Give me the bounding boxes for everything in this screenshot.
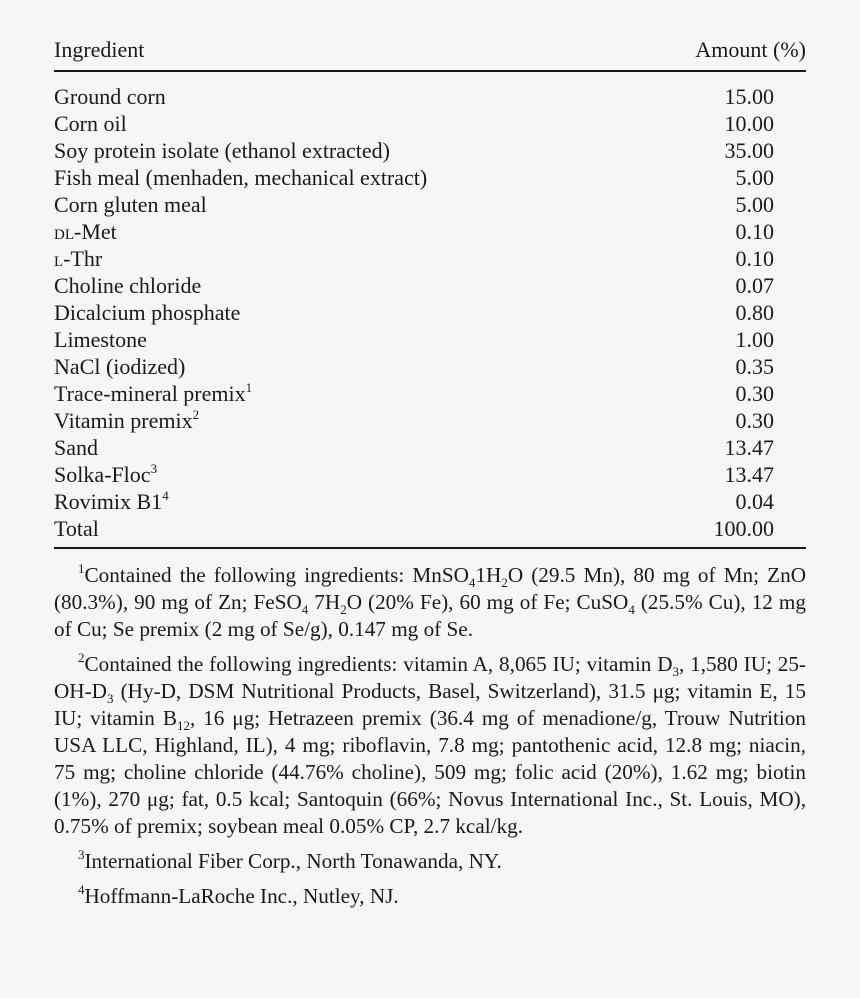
ingredient-name	[54, 380, 614, 407]
table-row	[54, 353, 774, 380]
table-row	[54, 218, 774, 245]
ingredient-name	[54, 488, 614, 515]
amount-value: 1.00	[735, 327, 774, 352]
footnote-text: 1H	[475, 563, 502, 587]
ingredient-name	[54, 515, 614, 542]
ingredient-label: Ground corn	[54, 84, 166, 109]
footnote-text: 7H	[308, 590, 341, 614]
amount-value: 0.10	[735, 246, 774, 271]
ingredient-name	[54, 218, 614, 245]
ingredient-name	[54, 434, 614, 461]
amount-value: 5.00	[735, 165, 774, 190]
footnote-text: Contained the following ingredients: vitamin A, 8,065 IU; vitamin D	[84, 652, 673, 676]
table-row	[54, 488, 774, 515]
ingredient-label: -Met	[74, 219, 117, 244]
amount-value: 0.04	[735, 489, 774, 514]
amount-value: 35.00	[724, 138, 774, 163]
table-row	[54, 461, 774, 488]
ingredient-name	[54, 326, 614, 353]
footnote-text: (25.5% Cu), 12 mg of Cu; Se premix (2 mg of Se/g), 0.147 mg of Se.	[54, 590, 806, 641]
ingredient-name	[54, 83, 614, 110]
isomer-prefix: dl	[54, 219, 74, 244]
ingredient-name	[54, 407, 614, 434]
ingredient-label: Total	[54, 516, 99, 541]
table-row	[54, 110, 774, 137]
ingredient-table	[54, 83, 774, 542]
amount-value: 15.00	[724, 84, 774, 109]
ingredient-label: Soy protein isolate (ethanol extracted)	[54, 138, 390, 163]
footnote-text: O (29.5 Mn), 80 mg of Mn; ZnO (80.3%), 90 mg of Zn; FeSO	[54, 563, 806, 614]
footnote-ref: 3	[150, 460, 158, 476]
table-row	[54, 245, 774, 272]
ingredient-name	[54, 272, 614, 299]
footnote-mark: 4	[78, 881, 85, 897]
footnote-mark: 1	[78, 560, 85, 576]
subscript: 2	[340, 602, 347, 618]
amount-value: 0.07	[735, 273, 774, 298]
amount-value: 13.47	[724, 435, 774, 460]
ingredient-label: Trace-mineral premix	[54, 381, 246, 406]
ingredient-label: Corn gluten meal	[54, 192, 207, 217]
amount-value: 0.30	[735, 408, 774, 433]
table-row	[54, 407, 774, 434]
ingredient-label: -Thr	[63, 246, 103, 271]
footnote-text: International Fiber Corp., North Tonawanda, NY.	[84, 849, 502, 873]
ingredient-label: Sand	[54, 435, 98, 460]
footnote-1	[54, 562, 806, 643]
table-row	[54, 515, 774, 542]
footnote-text: , 16 μg; Hetrazeen premix (36.4 mg of menadione/g, Trouw Nutrition USA LLC, Highland, IL), 4 mg; riboflavin, 7.8 mg; pantothenic acid, 12.8 mg; niacin, 75 mg; choline chloride (44.76% choline), 509 mg; folic acid (20%), 1.62 mg; biotin (1%), 270 μg; fat, 0.5 kcal; Santoquin (66%; Novus International Inc., St. Louis, MO), 0.75% of premix; soybean meal 0.05% CP, 2.7 kcal/kg.	[54, 706, 806, 838]
subscript: 4	[301, 602, 309, 618]
footnote-text: , 1,580 IU; 25-OH-D	[54, 652, 806, 703]
table-row	[54, 434, 774, 461]
footnote-4	[54, 883, 806, 910]
ingredient-label: Dicalcium phosphate	[54, 300, 241, 325]
bottom-rule	[54, 547, 806, 549]
table-row	[54, 83, 774, 110]
ingredient-name	[54, 164, 614, 191]
table-row	[54, 299, 774, 326]
footnotes	[54, 562, 806, 918]
table-row	[54, 272, 774, 299]
subscript: 4	[468, 575, 476, 591]
ingredient-label: Fish meal (menhaden, mechanical extract)	[54, 165, 428, 190]
ingredient-label: Choline chloride	[54, 273, 202, 298]
ingredient-name	[54, 245, 614, 272]
footnote-3	[54, 848, 806, 875]
top-rule	[54, 70, 806, 72]
amount-value: 10.00	[724, 111, 774, 136]
footnote-ref: 4	[162, 487, 169, 503]
subscript: 12	[176, 718, 190, 734]
header-ingredient: Ingredient	[54, 37, 145, 62]
amount-value: 13.47	[724, 462, 774, 487]
footnote-2	[54, 651, 806, 840]
ingredient-rows	[54, 83, 774, 542]
ingredient-name	[54, 110, 614, 137]
subscript: 3	[106, 691, 114, 707]
ingredient-label: Solka-Floc	[54, 462, 151, 487]
footnote-text: Hoffmann-LaRoche Inc., Nutley, NJ.	[84, 884, 399, 908]
table-row	[54, 137, 774, 164]
ingredient-name	[54, 137, 614, 164]
ingredient-name	[54, 299, 614, 326]
table-row	[54, 191, 774, 218]
amount-value: 100.00	[713, 516, 774, 541]
ingredient-name	[54, 461, 614, 488]
amount-value: 5.00	[735, 192, 774, 217]
ingredient-label: Limestone	[54, 327, 147, 352]
subscript: 3	[672, 664, 680, 680]
subscript: 4	[628, 602, 635, 618]
ingredient-label: Rovimix B1	[54, 489, 163, 514]
ingredient-label: Corn oil	[54, 111, 127, 136]
ingredient-name	[54, 191, 614, 218]
footnote-mark: 2	[78, 649, 85, 665]
amount-value: 0.35	[735, 354, 774, 379]
footnote-text: (Hy-D, DSM Nutritional Products, Basel, Switzerland), 31.5 μg; vitamin E, 15 IU; vitamin B	[54, 679, 806, 730]
ingredient-label: Vitamin premix	[54, 408, 193, 433]
subscript: 2	[501, 575, 508, 591]
footnote-text: Contained the following ingredients: MnSO	[84, 563, 469, 587]
table-row	[54, 326, 774, 353]
amount-value: 0.30	[735, 381, 774, 406]
header-amount: Amount (%)	[695, 37, 806, 62]
footnote-ref: 2	[192, 406, 200, 422]
footnote-text: O (20% Fe), 60 mg of Fe; CuSO	[346, 590, 629, 614]
ingredient-label: NaCl (iodized)	[54, 354, 186, 379]
table-row	[54, 380, 774, 407]
footnote-ref: 1	[245, 379, 253, 395]
footnote-mark: 3	[78, 846, 85, 862]
ingredient-name	[54, 353, 614, 380]
amount-value: 0.80	[735, 300, 774, 325]
table-row	[54, 164, 774, 191]
isomer-prefix: l	[54, 246, 64, 271]
amount-value: 0.10	[735, 219, 774, 244]
